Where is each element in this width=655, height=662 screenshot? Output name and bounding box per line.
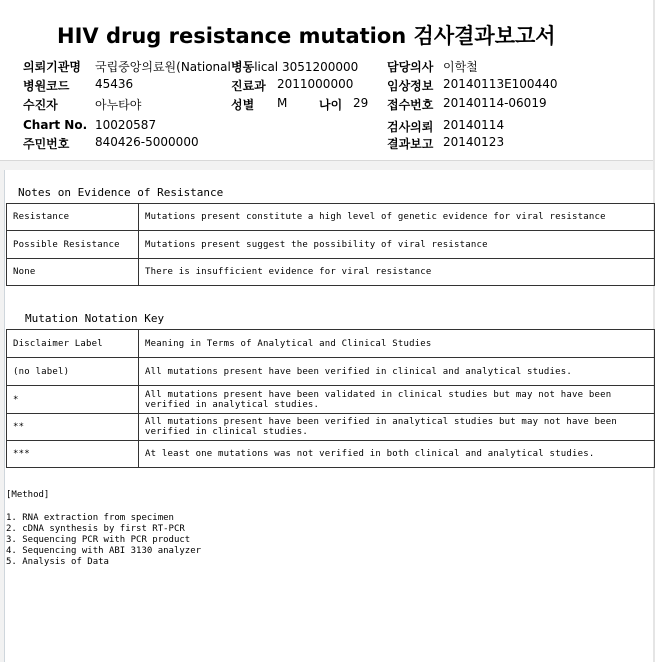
info-label: 성별 [231, 98, 255, 112]
info-receipt-no-label [387, 96, 433, 113]
info-sex-label [231, 96, 254, 113]
table-row [7, 259, 655, 286]
report-title: HIV drug resistance mutation 검사결과보고서 [57, 24, 556, 48]
table-cell: Mutations present suggest the possibility of viral resistance [139, 231, 655, 259]
info-label: 검사의뢰 [387, 120, 434, 134]
table-cell: None [7, 259, 139, 286]
info-department-label [231, 77, 266, 94]
info-label: 결과보고 [387, 137, 434, 151]
table-cell: All mutations present have been verified in analytical studies but may not have been verified in clinical studies. [139, 414, 655, 441]
table-cell: Mutations present constitute a high level of genetic evidence for viral resistance [139, 204, 655, 231]
method-title: [Method] [6, 490, 50, 500]
info-hospital-code-label [23, 77, 69, 94]
info-label: Chart No. [23, 118, 88, 132]
info-requesting-institution [23, 58, 81, 75]
info-value: 45436 [95, 77, 134, 91]
info-age-label [319, 96, 342, 113]
method-section [6, 490, 201, 568]
info-clinical-info-label [387, 77, 433, 94]
table-row [7, 441, 655, 468]
info-value: M [277, 96, 288, 110]
info-label: 병동 [231, 60, 255, 74]
info-test-request-label [387, 118, 433, 135]
table-cell: All mutations present have been validated in clinical studies but may not have been verified in analytical studies. [139, 386, 655, 414]
table-cell: Possible Resistance [7, 231, 139, 259]
table-cell: There is insufficient evidence for viral resistance [139, 259, 655, 286]
info-value: 이학철 [443, 60, 478, 74]
info-patient-label [23, 96, 58, 113]
info-label: 접수번호 [387, 98, 434, 112]
info-label: 임상정보 [387, 79, 434, 93]
info-label: 수진자 [23, 98, 58, 112]
notes-section-title: Notes on Evidence of Resistance [18, 186, 224, 199]
table-cell: *** [7, 441, 139, 468]
method-step: 4. Sequencing with ABI 3130 analyzer [6, 546, 202, 556]
table-row [7, 414, 655, 441]
table-cell: ** [7, 414, 139, 441]
info-value: 2011000000 [277, 77, 354, 91]
info-doctor-label [387, 58, 433, 75]
table-row [7, 204, 655, 231]
info-value: 29 [353, 96, 369, 110]
info-ward [231, 58, 358, 75]
table-cell: All mutations present have been verified in clinical and analytical studies. [139, 358, 655, 386]
table-cell: Disclaimer Label [7, 330, 139, 358]
info-value: 아누타야 [95, 98, 142, 112]
info-label: 담당의사 [387, 60, 434, 74]
info-value: lical 3051200000 [254, 60, 359, 74]
info-resident-no-label [23, 135, 69, 152]
method-step: 1. RNA extraction from specimen [6, 513, 174, 523]
notation-section-title: Mutation Notation Key [25, 312, 165, 325]
info-value: 840426-5000000 [95, 135, 199, 149]
info-label: 진료과 [231, 79, 266, 93]
evidence-table [6, 203, 655, 286]
info-value: 20140123 [443, 135, 505, 149]
info-label: 주민번호 [23, 137, 70, 151]
method-step: 5. Analysis of Data [6, 557, 109, 567]
table-row [7, 358, 655, 386]
info-label: 병원코드 [23, 79, 70, 93]
info-value: 10020587 [95, 118, 157, 132]
table-cell: Resistance [7, 204, 139, 231]
info-label: 나이 [319, 98, 343, 112]
table-row [7, 386, 655, 414]
info-chart-no-label [23, 118, 87, 132]
info-value: 국립중앙의료원(National [95, 60, 231, 74]
method-step: 3. Sequencing PCR with PCR product [6, 535, 191, 545]
info-value: 20140113E100440 [443, 77, 558, 91]
spacer [6, 501, 201, 513]
info-result-report-label [387, 135, 433, 152]
info-value: 20140114 [443, 118, 505, 132]
table-cell: At least one mutations was not verified in both clinical and analytical studies. [139, 441, 655, 468]
notation-table [6, 329, 655, 468]
table-row [7, 330, 655, 358]
info-label: 의뢰기관명 [23, 60, 81, 74]
info-value: 20140114-06019 [443, 96, 547, 110]
method-step: 2. cDNA synthesis by first RT-PCR [6, 524, 185, 534]
table-cell: (no label) [7, 358, 139, 386]
table-row [7, 231, 655, 259]
table-cell: Meaning in Terms of Analytical and Clinical Studies [139, 330, 655, 358]
table-cell: * [7, 386, 139, 414]
